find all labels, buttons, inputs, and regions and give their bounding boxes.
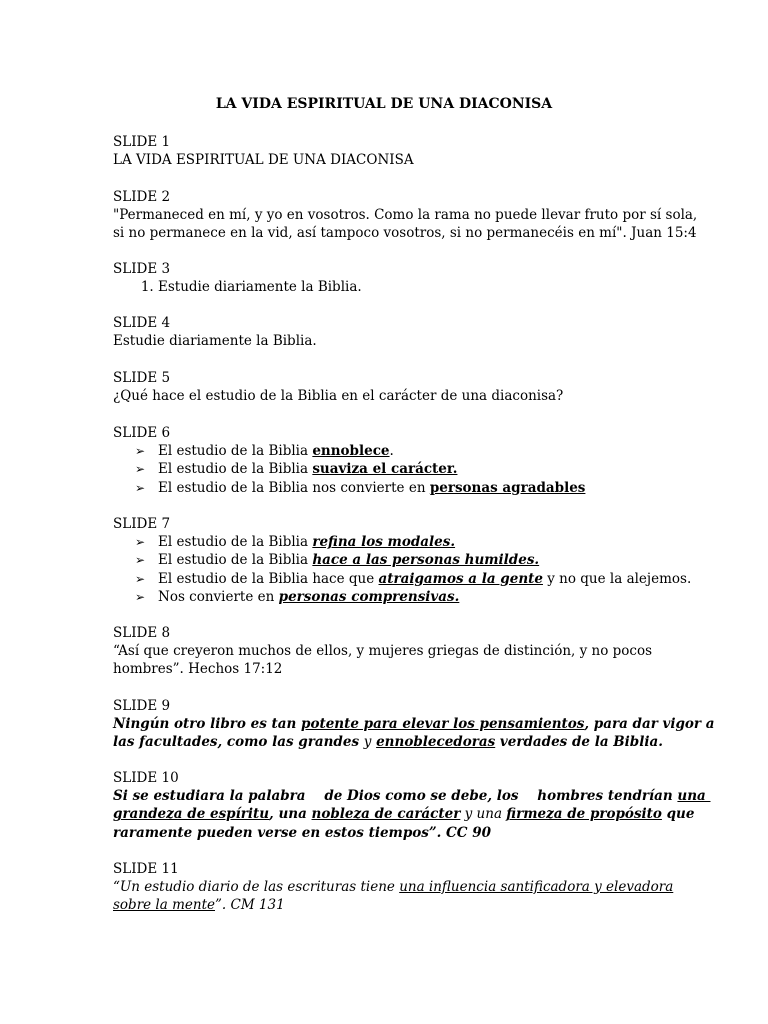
slide-6-heading: SLIDE 6 [113, 425, 171, 441]
slide-6 [113, 424, 658, 497]
slide-8-heading: SLIDE 8 [113, 625, 171, 641]
slide-9-heading: SLIDE 9 [113, 698, 171, 714]
slide-11 [113, 860, 674, 915]
slide-11-line-2: sobre la mente”. CM 131 [113, 897, 285, 914]
list-item: ➢ El estudio de la Biblia suaviza el carácter. [135, 461, 458, 478]
slide-10-line-3: raramente pueden verse en estos tiempos”. CC 90 [113, 824, 492, 841]
slide-6-bullet-list [113, 442, 658, 497]
arrow-bullet-icon: ➢ [135, 589, 146, 604]
arrow-bullet-icon: ➢ [135, 444, 146, 459]
slide-3-numbered-list [113, 278, 658, 296]
arrow-bullet-icon: ➢ [135, 571, 146, 586]
list-item: ➢ El estudio de la Biblia refina los modales. [135, 534, 456, 551]
slide-9-line-1: Ningún otro libro es tan potente para elevar los pensamientos, para dar vigor a [113, 716, 715, 733]
slide-8 [113, 624, 658, 679]
slide-10-line-2: grandeza de espíritu, una nobleza de carácter y una firmeza de propósito que [113, 806, 695, 823]
slide-1 [113, 133, 658, 169]
slide-3-heading: SLIDE 3 [113, 261, 171, 277]
list-item: ➢ El estudio de la Biblia nos convierte en personas agradables [135, 479, 586, 496]
slide-3 [113, 260, 658, 296]
slide-4-heading: SLIDE 4 [113, 315, 171, 331]
document-title: LA VIDA ESPIRITUAL DE UNA DIACONISA [215, 96, 553, 112]
slide-2-line-2: si no permanece en la vid, así tampoco vosotros, si no permanecéis en mí". Juan 15:4 [113, 225, 697, 242]
slide-7-bullet-list [113, 533, 692, 606]
slide-7-heading: SLIDE 7 [113, 516, 171, 532]
slide-10-heading: SLIDE 10 [113, 770, 179, 786]
arrow-bullet-icon: ➢ [135, 480, 146, 495]
slide-5 [113, 369, 658, 405]
arrow-bullet-icon: ➢ [135, 462, 146, 477]
slide-11-heading: SLIDE 11 [113, 861, 179, 877]
slide-1-heading: SLIDE 1 [113, 134, 171, 150]
slide-2-heading: SLIDE 2 [113, 189, 171, 205]
arrow-bullet-icon: ➢ [135, 553, 146, 568]
list-item: ➢ El estudio de la Biblia hace que atraigamos a la gente y no que la alejemos. [135, 570, 692, 587]
list-item: ➢ Nos convierte en personas comprensivas. [135, 588, 460, 605]
slide-5-text: ¿Qué hace el estudio de la Biblia en el carácter de una diaconisa? [113, 388, 564, 405]
list-item: ➢ El estudio de la Biblia ennoblece. [135, 443, 394, 460]
slide-8-line-1: “Así que creyeron muchos de ellos, y mujeres griegas de distinción, y no pocos [113, 643, 653, 660]
slide-1-text: LA VIDA ESPIRITUAL DE UNA DIACONISA [113, 152, 414, 169]
slide-2 [113, 188, 698, 243]
list-item: 1. Estudie diariamente la Biblia. [158, 278, 658, 296]
slide-8-line-2: hombres”. Hechos 17:12 [113, 661, 283, 678]
slide-7 [113, 515, 692, 606]
slide-9-line-2: las facultades, como las grandes y ennoblecedoras verdades de la Biblia. [113, 734, 663, 751]
slide-2-line-1: "Permaneced en mí, y yo en vosotros. Como la rama no puede llevar fruto por sí sola, [113, 207, 698, 224]
slide-4-text: Estudie diariamente la Biblia. [113, 333, 317, 350]
slide-5-heading: SLIDE 5 [113, 370, 171, 386]
slide-4 [113, 314, 658, 350]
slide-9 [113, 697, 715, 752]
arrow-bullet-icon: ➢ [135, 535, 146, 550]
list-item: ➢ El estudio de la Biblia hace a las personas humildes. [135, 552, 540, 569]
slide-11-line-1: “Un estudio diario de las escrituras tiene una influencia santificadora y elevadora [113, 879, 674, 896]
slide-10-line-1: Si se estudiara la palabra de Dios como se debe, los hombres tendrían una [113, 788, 711, 805]
slide-10 [113, 769, 711, 842]
